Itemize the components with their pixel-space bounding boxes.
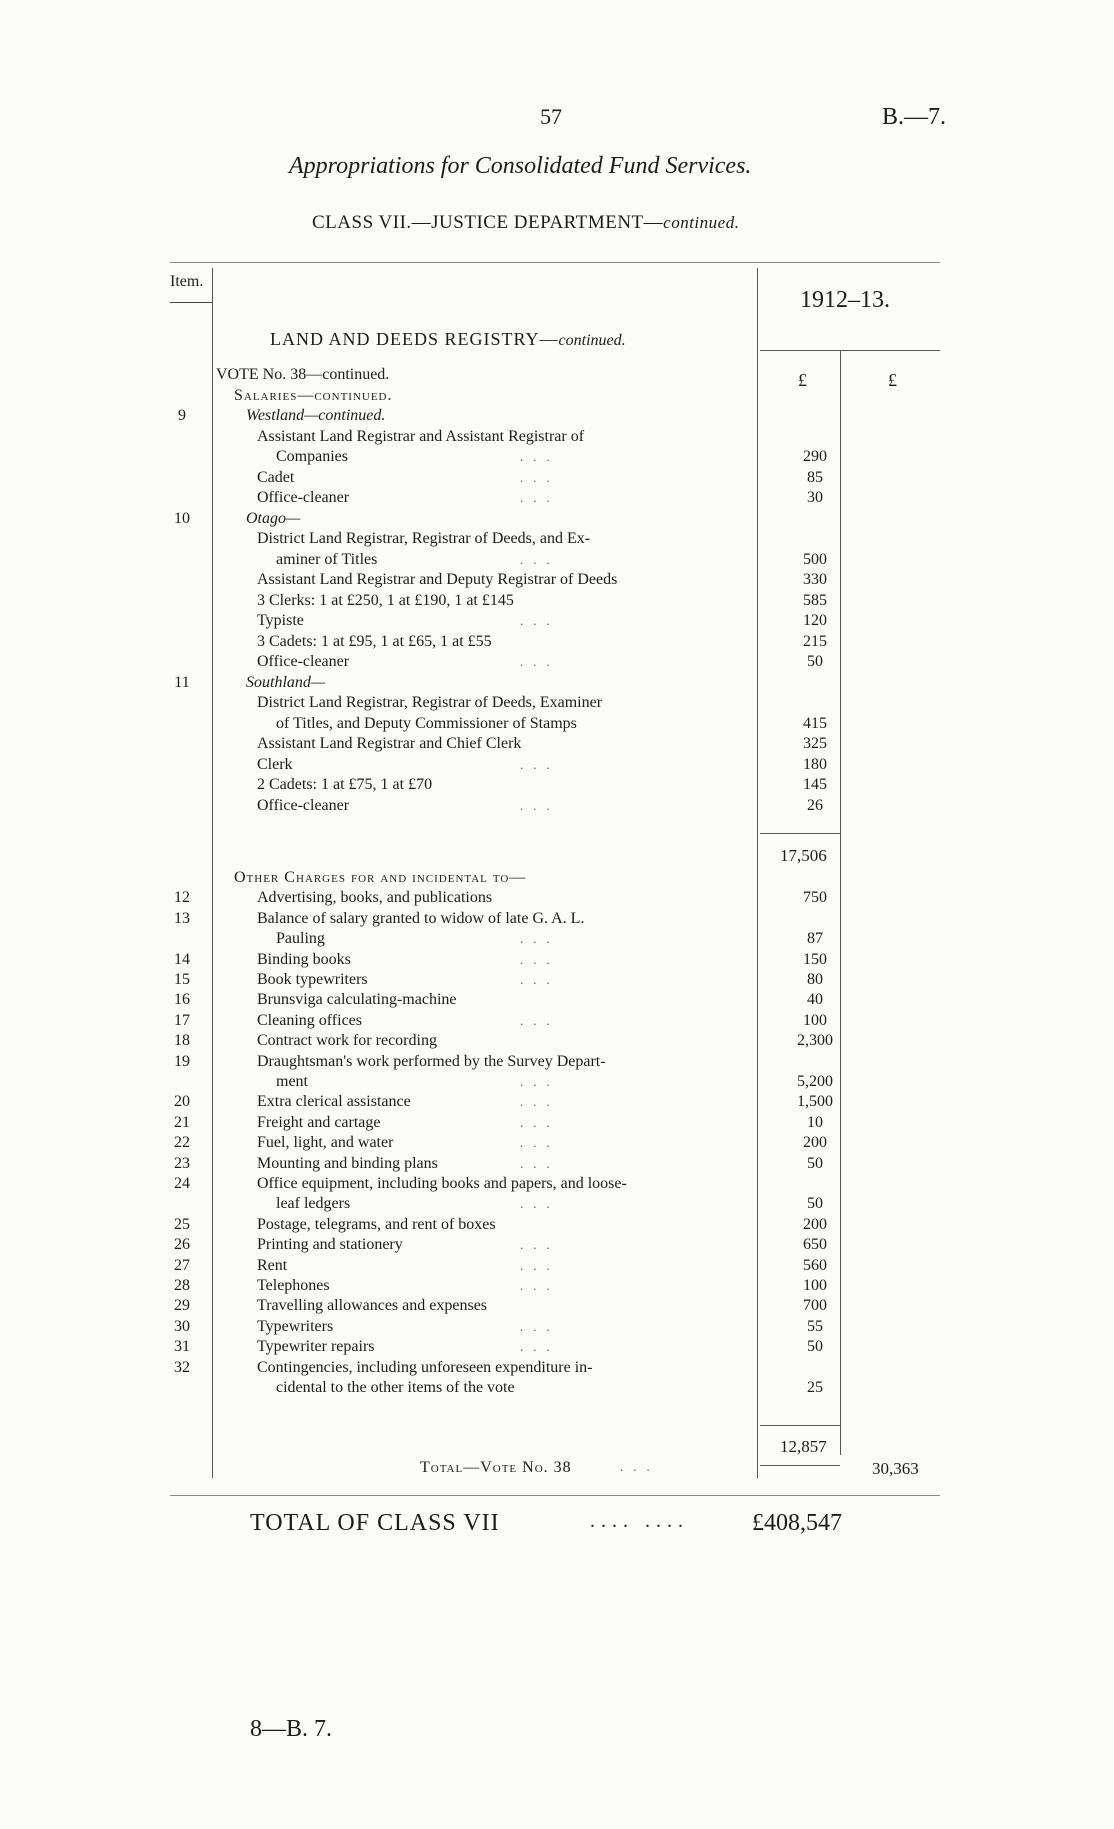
leader-dots: ... bbox=[520, 1155, 560, 1171]
item-description: Telephones bbox=[257, 1277, 330, 1294]
other-charges-subtotal: 12,857 bbox=[780, 1437, 827, 1456]
item-amount: 700 bbox=[803, 1297, 827, 1315]
item-description: Balance of salary granted to widow of late G. A. L. bbox=[257, 909, 585, 927]
table-row bbox=[0, 591, 1114, 611]
table-row bbox=[0, 1072, 1114, 1092]
item-description: Contract work for recording bbox=[257, 1032, 437, 1050]
item-amount: 330 bbox=[803, 571, 827, 588]
table-row bbox=[0, 970, 1114, 990]
item-description: ment bbox=[276, 1073, 308, 1090]
leader-dots: ... bbox=[520, 1278, 560, 1293]
item-number: 10 bbox=[174, 509, 190, 527]
item-number: 22 bbox=[174, 1134, 190, 1152]
item-number: 19 bbox=[174, 1052, 190, 1070]
leader-dots: ... bbox=[520, 613, 560, 628]
item-number: 21 bbox=[174, 1113, 190, 1131]
item-header-rule bbox=[170, 302, 212, 303]
item-description: Extra clerical assistance bbox=[257, 1093, 411, 1111]
table-row bbox=[0, 1317, 1114, 1337]
item-amount: 87 bbox=[807, 930, 823, 948]
item-amount: 200 bbox=[803, 1215, 827, 1233]
table-row bbox=[0, 950, 1114, 970]
table-row bbox=[0, 1215, 1114, 1235]
item-description: Rent bbox=[257, 1256, 288, 1274]
item-amount: 150 bbox=[803, 950, 827, 968]
item-number: 14 bbox=[174, 950, 190, 968]
rule-bottom bbox=[170, 1495, 940, 1496]
item-number: 23 bbox=[174, 1154, 190, 1172]
table-row bbox=[0, 990, 1114, 1010]
table-row bbox=[0, 1276, 1114, 1296]
item-amount: 50 bbox=[807, 1195, 823, 1213]
item-description: District Land Registrar, Registrar of Deeds, and Ex- bbox=[257, 530, 591, 547]
rule-top bbox=[170, 262, 940, 263]
table-row bbox=[0, 714, 1114, 734]
item-amount: 40 bbox=[807, 991, 823, 1009]
leader-dots: ... bbox=[520, 1114, 560, 1130]
table-row bbox=[0, 1174, 1114, 1194]
item-description: Brunsviga calculating-machine bbox=[257, 991, 457, 1009]
item-description: Postage, telegrams, and rent of boxes bbox=[257, 1215, 496, 1233]
vote-total-amount: 30,363 bbox=[872, 1459, 919, 1478]
item-description: Clerk bbox=[257, 755, 293, 773]
leader-dots: ... bbox=[520, 1257, 560, 1273]
item-column-header: Item. bbox=[170, 273, 204, 290]
item-description: aminer of Titles bbox=[276, 550, 378, 568]
item-number: 32 bbox=[174, 1358, 190, 1376]
item-description: Mounting and binding plans bbox=[257, 1154, 438, 1172]
table-row bbox=[0, 734, 1114, 754]
item-number: 11 bbox=[174, 673, 190, 691]
table-row bbox=[0, 1133, 1114, 1153]
page-number: 57 bbox=[540, 104, 562, 129]
table-row bbox=[0, 1337, 1114, 1357]
item-description: Westland—continued. bbox=[246, 407, 386, 424]
item-amount: 50 bbox=[807, 653, 823, 670]
item-description: Typiste bbox=[257, 612, 304, 629]
leader-dots: ... bbox=[520, 1094, 560, 1110]
item-description: Advertising, books, and publications bbox=[257, 889, 493, 907]
table-row bbox=[0, 929, 1114, 949]
item-description: Assistant Land Registrar and Chief Clerk bbox=[257, 735, 522, 752]
item-number: 18 bbox=[174, 1032, 190, 1050]
table-row bbox=[0, 909, 1114, 929]
item-description: District Land Registrar, Registrar of Deeds, Examiner bbox=[257, 694, 603, 711]
item-number: 27 bbox=[174, 1256, 190, 1274]
item-description: Typewriters bbox=[257, 1317, 334, 1335]
class-total-amount: £408,547 bbox=[752, 1510, 842, 1536]
class-total-dots: .... .... bbox=[590, 1510, 689, 1532]
item-amount: 415 bbox=[803, 714, 827, 732]
item-description: 3 Cadets: 1 at £95, 1 at £65, 1 at £55 bbox=[257, 632, 492, 650]
item-amount: 290 bbox=[803, 448, 827, 465]
item-amount: 500 bbox=[803, 550, 827, 568]
item-description: Binding books bbox=[257, 950, 351, 968]
table-row bbox=[0, 1256, 1114, 1276]
item-amount: 180 bbox=[803, 755, 827, 773]
table-row bbox=[0, 365, 1114, 385]
leader-dots: ... bbox=[520, 449, 560, 464]
item-amount: 200 bbox=[803, 1134, 827, 1152]
item-description: Assistant Land Registrar and Assistant Registrar of bbox=[257, 427, 585, 445]
class-heading-text: CLASS VII.—JUSTICE DEPARTMENT— bbox=[312, 212, 664, 233]
year-header: 1912–13. bbox=[800, 287, 890, 313]
item-description: 3 Clerks: 1 at £250, 1 at £190, 1 at £145 bbox=[257, 591, 514, 609]
item-amount: 1,500 bbox=[797, 1093, 833, 1111]
table-row bbox=[0, 1358, 1114, 1378]
table-row bbox=[0, 1092, 1114, 1112]
table-row bbox=[0, 868, 1114, 888]
leader-dots: ... bbox=[520, 1318, 560, 1334]
item-description: Office equipment, including books and papers, and loose- bbox=[257, 1175, 627, 1192]
item-number: 15 bbox=[174, 971, 190, 988]
section-heading-continued: continued. bbox=[558, 332, 626, 349]
table-row bbox=[0, 632, 1114, 652]
item-description: leaf ledgers bbox=[276, 1195, 351, 1213]
leader-dots: ... bbox=[520, 1196, 560, 1212]
item-amount: 560 bbox=[803, 1256, 827, 1274]
leader-dots: ... bbox=[520, 1012, 560, 1028]
vote-total-dots: ... bbox=[620, 1459, 660, 1474]
item-amount: 750 bbox=[803, 889, 827, 907]
leader-dots: ... bbox=[520, 797, 560, 813]
table-row bbox=[0, 1378, 1114, 1398]
table-row bbox=[0, 611, 1114, 631]
item-amount: 215 bbox=[803, 632, 827, 650]
item-description: Salaries—continued. bbox=[234, 386, 393, 404]
item-number: 16 bbox=[174, 991, 190, 1009]
item-amount: 26 bbox=[807, 796, 823, 814]
table-row bbox=[0, 406, 1114, 426]
item-description: 2 Cadets: 1 at £75, 1 at £70 bbox=[257, 776, 433, 793]
item-description: Travelling allowances and expenses bbox=[257, 1297, 488, 1315]
item-amount: 120 bbox=[803, 612, 827, 629]
item-amount: 650 bbox=[803, 1236, 827, 1254]
item-amount: 55 bbox=[807, 1317, 823, 1335]
table-row bbox=[0, 1113, 1114, 1133]
item-description: Other Charges for and incidental to— bbox=[234, 869, 527, 886]
item-amount: 100 bbox=[803, 1011, 827, 1029]
item-number: 31 bbox=[174, 1338, 190, 1356]
item-amount: 5,200 bbox=[797, 1073, 833, 1090]
rule-under-year bbox=[760, 350, 940, 351]
item-amount: 80 bbox=[807, 971, 823, 988]
item-description: Freight and cartage bbox=[257, 1113, 381, 1131]
document-code: B.—7. bbox=[882, 104, 947, 130]
table-row bbox=[0, 1052, 1114, 1072]
item-description: Cleaning offices bbox=[257, 1011, 363, 1029]
item-amount: 100 bbox=[803, 1277, 827, 1294]
item-number: 25 bbox=[174, 1215, 190, 1233]
section-heading bbox=[270, 329, 626, 350]
salaries-subtotal: 17,506 bbox=[780, 846, 827, 865]
item-number: 12 bbox=[174, 889, 190, 907]
item-number: 17 bbox=[174, 1011, 190, 1029]
leader-dots: ... bbox=[520, 490, 560, 505]
table-row bbox=[0, 488, 1114, 508]
table-row bbox=[0, 693, 1114, 713]
item-description: Office-cleaner bbox=[257, 489, 350, 506]
table-row bbox=[0, 529, 1114, 549]
table-row bbox=[0, 1031, 1114, 1051]
leader-dots: ... bbox=[520, 469, 560, 485]
leader-dots: ... bbox=[520, 1339, 560, 1355]
vote-total-label: Total—Vote No. 38 bbox=[420, 1459, 572, 1476]
table-row bbox=[0, 509, 1114, 529]
item-number: 26 bbox=[174, 1236, 190, 1254]
item-amount: 325 bbox=[803, 735, 827, 752]
table-row bbox=[0, 570, 1114, 590]
item-description: of Titles, and Deputy Commissioner of Stamps bbox=[276, 714, 577, 732]
item-amount: 85 bbox=[807, 468, 823, 486]
item-description: Southland— bbox=[246, 673, 326, 691]
table-row bbox=[0, 652, 1114, 672]
item-description: Contingencies, including unforeseen expenditure in- bbox=[257, 1358, 593, 1376]
rule-subtotal1 bbox=[760, 833, 840, 834]
table-row bbox=[0, 888, 1114, 908]
item-amount: 145 bbox=[803, 776, 827, 793]
leader-dots: ... bbox=[520, 654, 560, 669]
leader-dots: ... bbox=[520, 1074, 560, 1089]
pound-sign-items: £ bbox=[798, 370, 807, 390]
leader-dots: ... bbox=[520, 1237, 560, 1253]
leader-dots: ... bbox=[520, 951, 560, 967]
leader-dots: ... bbox=[520, 551, 560, 567]
table-row bbox=[0, 673, 1114, 693]
item-description: Assistant Land Registrar and Deputy Registrar of Deeds bbox=[257, 571, 618, 588]
class-total-label: TOTAL OF CLASS VII bbox=[250, 1510, 500, 1536]
item-description: Pauling bbox=[276, 930, 325, 948]
table-row bbox=[0, 1296, 1114, 1316]
item-amount: 10 bbox=[807, 1113, 823, 1131]
table-row bbox=[0, 796, 1114, 816]
item-description: Office-cleaner bbox=[257, 796, 350, 814]
item-description: VOTE No. 38—continued. bbox=[216, 366, 390, 383]
table-row bbox=[0, 1235, 1114, 1255]
table-row bbox=[0, 447, 1114, 467]
item-description: Companies bbox=[276, 448, 348, 465]
item-description: Office-cleaner bbox=[257, 653, 350, 670]
leader-dots: ... bbox=[520, 972, 560, 987]
item-number: 9 bbox=[178, 407, 186, 424]
pound-sign-total: £ bbox=[888, 370, 897, 390]
table-row bbox=[0, 1154, 1114, 1174]
item-amount: 50 bbox=[807, 1154, 823, 1172]
table-row bbox=[0, 755, 1114, 775]
item-description: Cadet bbox=[257, 468, 295, 486]
item-number: 29 bbox=[174, 1297, 190, 1315]
item-number: 13 bbox=[174, 909, 190, 927]
item-description: Printing and stationery bbox=[257, 1236, 403, 1254]
item-amount: 25 bbox=[807, 1379, 823, 1396]
leader-dots: ... bbox=[520, 1135, 560, 1151]
table-row bbox=[0, 550, 1114, 570]
item-amount: 585 bbox=[803, 591, 827, 609]
rule-vote-total bbox=[760, 1465, 840, 1466]
footer-signature: 8—B. 7. bbox=[250, 1716, 333, 1742]
item-number: 28 bbox=[174, 1277, 190, 1294]
item-amount: 2,300 bbox=[797, 1032, 833, 1050]
leader-dots: ... bbox=[520, 931, 560, 947]
item-number: 24 bbox=[174, 1175, 190, 1192]
table-row bbox=[0, 427, 1114, 447]
item-description: Fuel, light, and water bbox=[257, 1134, 394, 1152]
item-description: Typewriter repairs bbox=[257, 1338, 375, 1356]
table-row bbox=[0, 1194, 1114, 1214]
rule-subtotal2 bbox=[760, 1425, 840, 1426]
item-number: 30 bbox=[174, 1317, 190, 1335]
item-description: Draughtsman's work performed by the Survey Depart- bbox=[257, 1052, 606, 1070]
item-description: Otago— bbox=[246, 509, 301, 527]
item-description: cidental to the other items of the vote bbox=[276, 1379, 515, 1396]
leader-dots: ... bbox=[520, 756, 560, 772]
table-row bbox=[0, 775, 1114, 795]
table-row bbox=[0, 468, 1114, 488]
class-heading-continued: continued. bbox=[663, 213, 740, 232]
item-description: Book typewriters bbox=[257, 971, 368, 988]
table-row bbox=[0, 386, 1114, 406]
class-heading bbox=[312, 212, 739, 234]
page-title: Appropriations for Consolidated Fund Services. bbox=[289, 153, 752, 179]
item-amount: 50 bbox=[807, 1338, 823, 1356]
section-heading-text: LAND AND DEEDS REGISTRY— bbox=[270, 329, 559, 349]
item-number: 20 bbox=[174, 1093, 190, 1111]
table-row bbox=[0, 1011, 1114, 1031]
item-amount: 30 bbox=[807, 489, 823, 506]
